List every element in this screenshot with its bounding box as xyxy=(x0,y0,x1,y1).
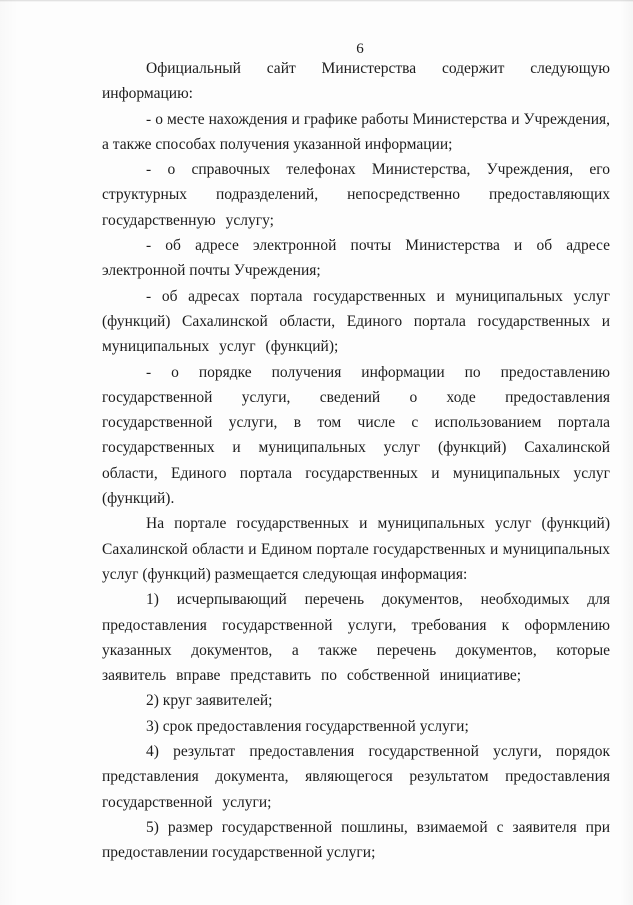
paragraph-procedure: - о порядке получения информации по предоставлению государственной услуги, сведений о ходе предоставления государственной услуги, в том числе с использованием портала государственных и муниципальных услуг (функций) Сахалинской области, Единого портала государственных и муниципальных услуг (функций). xyxy=(102,363,610,508)
page-top-edge xyxy=(0,0,633,2)
paragraph-portal-info: На портале государственных и муниципальных услуг (функций) Сахалинской области и Едином портале государственных и муниципальных услуг (функций) размещается следующая информация: xyxy=(102,515,610,583)
paragraph-portals: - об адресах портала государственных и муниципальных услуг (функций) Сахалинской области, Единого портала государственных и муниципальных услуг (функций); xyxy=(102,287,610,356)
paragraph-location: - о месте нахождения и графике работы Министерства и Учреждения, а также способах получения указанной информации; xyxy=(102,110,610,153)
list-item-5: 5) размер государственной пошлины, взимаемой с заявителя при предоставлении государственной услуги; xyxy=(102,818,610,862)
scan-shadow-left xyxy=(0,0,18,905)
paragraph-phones: - о справочных телефонах Министерства, Учреждения, его структурных подразделений, непосредственно предоставляющих государственную услугу; xyxy=(102,161,610,229)
list-item-2: 2) круг заявителей; xyxy=(146,692,273,710)
list-item-3: 3) срок предоставления государственной услуги; xyxy=(146,717,469,735)
list-item-1: 1) исчерпывающий перечень документов, необходимых для предоставления государственной услуги, требования к оформлению указанных документов, а также перечень документов, которые заявитель вправе представить по собственной инициативе; xyxy=(102,591,610,685)
page-number: 6 xyxy=(356,41,364,57)
scan-shadow-right xyxy=(620,0,633,905)
list-item-4: 4) результат предоставления государственной услуги, порядок представления документа, являющегося результатом предоставления государственной услуги; xyxy=(102,743,610,811)
paragraph-email: - об адресе электронной почты Министерства и об адресе электронной почты Учреждения; xyxy=(102,237,610,280)
paragraph-intro: Официальный сайт Министерства содержит следующую информацию: xyxy=(102,60,610,103)
document-body xyxy=(102,56,610,866)
